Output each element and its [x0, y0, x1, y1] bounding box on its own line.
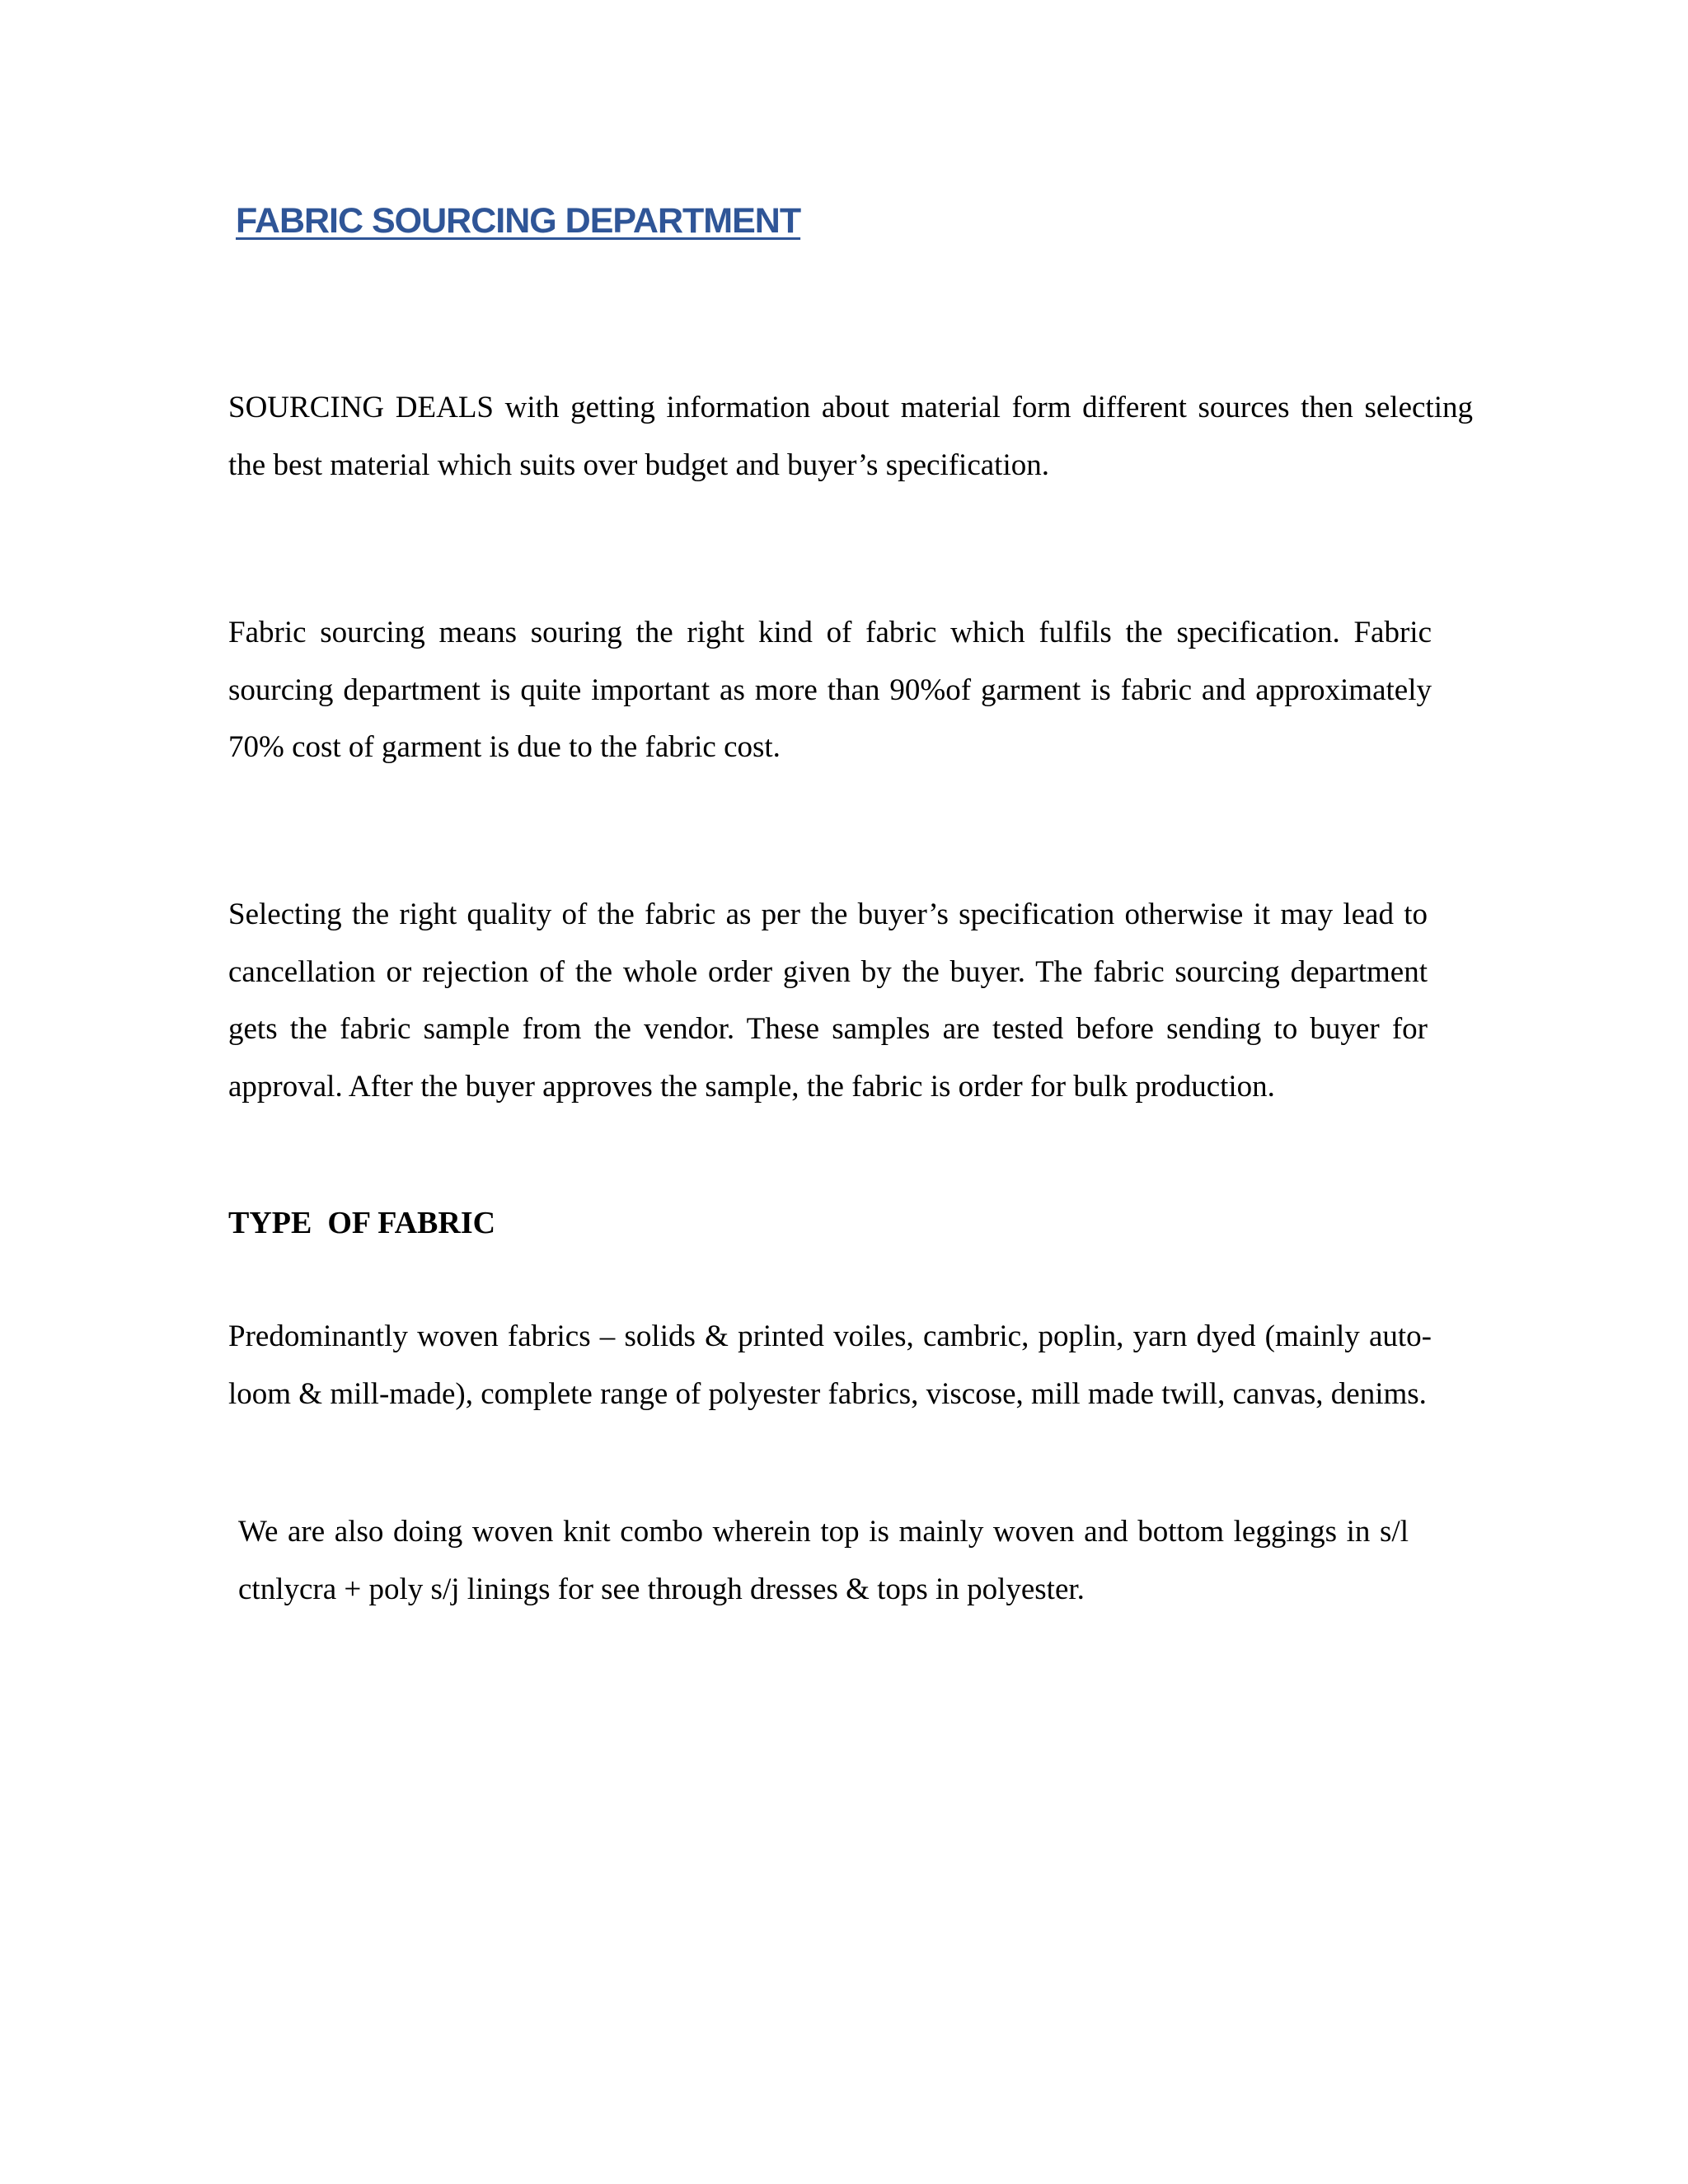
section-heading-type-of-fabric: TYPE OF FABRIC	[228, 1206, 496, 1240]
paragraph-woven-knit-combo: We are also doing woven knit combo wherein top is mainly woven and bottom leggings in s/l ctnlycra + poly s/j linings for see through dresses & tops in polyester.	[238, 1515, 1409, 1606]
paragraph-woven-fabrics: Predominantly woven fabrics – solids & printed voiles, cambric, poplin, yarn dyed (mainly auto-loom & mill-made), complete range of polyester fabrics, viscose, mill made twill, canvas, denims.	[228, 1319, 1432, 1411]
paragraph-sourcing-deals: SOURCING DEALS with getting information about material form different sources then selecting the best material which suits over budget and buyer’s specification.	[228, 391, 1473, 482]
paragraph-fabric-sourcing-meaning: Fabric sourcing means souring the right kind of fabric which fulfils the specification. Fabric sourcing department is quite important as more than 90%of garment is fabric and approximately 70% cost of garment is due to the fabric cost.	[228, 616, 1432, 764]
page-title: FABRIC SOURCING DEPARTMENT	[236, 201, 801, 241]
paragraph-selecting-quality: Selecting the right quality of the fabric as per the buyer’s specification otherwise it may lead to cancellation or rejection of the whole order given by the buyer. The fabric sourcing department gets the fabric sample from the vendor. These samples are tested before sending to buyer for approval. After the buyer approves the sample, the fabric is order for bulk production.	[228, 898, 1428, 1104]
